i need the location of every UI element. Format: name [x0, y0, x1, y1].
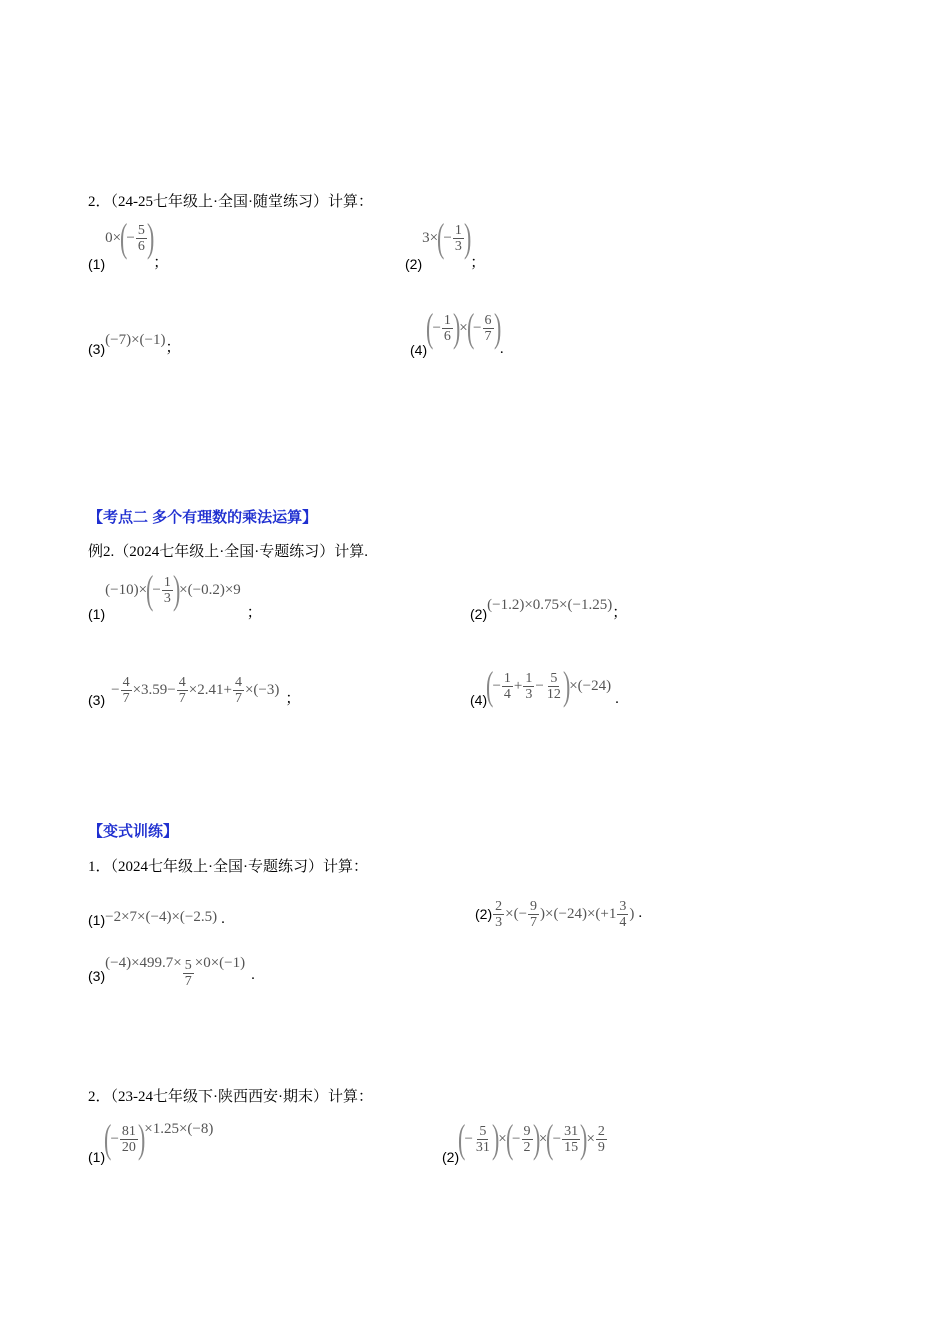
right-paren: ) — [463, 215, 472, 260]
fraction: $\frac{2}{9}$ — [597, 1123, 605, 1155]
end-punct: ； — [612, 605, 628, 621]
ex2-item-3 — [88, 662, 300, 708]
example-2-heading: 例2.（2024七年级上·全国·专题练习）计算. — [88, 544, 368, 560]
left-paren: ( — [458, 1116, 466, 1161]
fraction: $\frac{9}{7}$ — [530, 899, 538, 930]
math-expression: (−1.2)×0.75×(−1.25) — [487, 597, 613, 613]
math-expression: (−10)× ( − $\frac{1}{3}$ ) ×(−0.2)×9 — [105, 567, 241, 612]
item-label: (4) — [470, 692, 488, 708]
right-paren: ) — [562, 663, 571, 708]
ex2-item-4 — [470, 660, 619, 708]
fraction: $\frac{1}{3}$ — [454, 222, 462, 254]
fraction: $\frac{6}{7}$ — [484, 312, 492, 344]
q2-item-2 — [405, 215, 486, 272]
item-label: (1) — [88, 256, 106, 272]
left-paren: ( — [437, 215, 445, 260]
fraction: $\frac{1}{3}$ — [525, 670, 533, 702]
fraction: $\frac{9}{2}$ — [523, 1123, 531, 1155]
fraction: $\frac{4}{7}$ — [234, 675, 242, 706]
fraction: $\frac{5}{7}$ — [184, 958, 192, 989]
item-label: (2) — [475, 906, 493, 922]
fraction: $\frac{81}{20}$ — [121, 1123, 136, 1155]
item-label: (1) — [88, 606, 106, 622]
ex2-item-2 — [470, 592, 627, 622]
fraction: $\frac{1}{4}$ — [503, 670, 511, 702]
vq2-item-2 — [442, 1115, 608, 1165]
math-expression: − $\frac{4}{7}$ ×3.59− $\frac{4}{7}$ ×2.41+ $\frac{4}{7}$ ×(−3) — [111, 675, 280, 706]
item-label: (1) — [88, 912, 106, 928]
left-paren: ( — [466, 305, 475, 350]
math-expression: (−7)×(−1) — [105, 332, 166, 348]
math-expression: ( − $\frac{1}{4}$ + $\frac{1}{3}$ − $\frac{5}{12}$ ) ×(−24) — [486, 663, 612, 708]
math-expression: ( − $\frac{1}{6}$ ) × ( − $\frac{6}{7}$ ) — [426, 305, 501, 350]
fraction: $\frac{4}{7}$ — [178, 675, 186, 706]
fraction: $\frac{5}{12}$ — [546, 670, 561, 702]
section-title: 【考点二 多个有理数的乘法运算】 — [88, 509, 318, 526]
vq2-item-1 — [88, 1115, 213, 1165]
end-punct: . — [615, 691, 619, 707]
variant-title: 【变式训练】 — [88, 823, 179, 840]
question-2-heading: 2．（24-25七年级上·全国·随堂练习）计算： — [88, 194, 373, 210]
item-label: (1) — [88, 1149, 106, 1165]
left-paren: ( — [120, 215, 128, 260]
math-expression: 3× ( − $\frac{1}{3}$ ) — [422, 215, 472, 260]
variant-q2-heading: 2．（23-24七年级下·陕西西安·期末）计算： — [88, 1089, 373, 1105]
right-paren: ) — [491, 1116, 500, 1161]
left-paren: ( — [104, 1116, 112, 1161]
item-label: (2) — [470, 606, 488, 622]
q2-item-3 — [88, 325, 181, 357]
vq1-item-2 — [475, 884, 642, 930]
vq1-item-1 — [88, 898, 225, 928]
math-expression: ( − $\frac{81}{20}$ ) ×1.25×(−8) — [104, 1116, 214, 1161]
right-paren: ) — [137, 1116, 146, 1161]
end-punct: ； — [470, 255, 486, 271]
left-paren: ( — [546, 1116, 554, 1161]
end-punct: ； — [165, 340, 181, 356]
ex2-item-1 — [88, 567, 262, 622]
vq1-item-3 — [88, 946, 255, 992]
end-punct: ； — [246, 605, 262, 621]
q2-item-1 — [88, 215, 169, 272]
math-expression: $\frac{2}{3}$ ×(− $\frac{9}{7}$ )×(−24)×(+1 $\frac{3}{4}$ ) — [495, 899, 635, 930]
q2-item-4 — [410, 305, 504, 358]
item-label: (4) — [410, 342, 428, 358]
math-expression: ( − $\frac{5}{31}$ ) × ( − $\frac{9}{2}$ ) × ( − $\frac{31}{15}$ ) × $\frac{2}{9}$ — [458, 1116, 605, 1161]
right-paren: ) — [532, 1116, 540, 1161]
left-paren: ( — [146, 567, 154, 612]
math-expression: −2×7×(−4)×(−2.5) — [105, 909, 218, 925]
item-label: (3) — [88, 968, 106, 984]
right-paren: ) — [580, 1116, 588, 1161]
fraction: $\frac{5}{6}$ — [137, 222, 145, 254]
left-paren: ( — [486, 663, 494, 708]
fraction: $\frac{1}{6}$ — [443, 312, 451, 344]
fraction: $\frac{5}{31}$ — [475, 1123, 490, 1155]
fraction: $\frac{2}{3}$ — [495, 899, 503, 930]
right-paren: ) — [172, 567, 181, 612]
end-punct: . — [251, 967, 255, 983]
end-punct: . — [221, 911, 225, 927]
left-paren: ( — [426, 305, 434, 350]
item-label: (3) — [88, 692, 106, 708]
end-punct: . — [499, 341, 504, 357]
right-paren: ) — [452, 305, 461, 350]
right-paren: ) — [493, 305, 501, 350]
item-label: (2) — [405, 256, 423, 272]
variant-q1-heading: 1．（2024七年级上·全国·专题练习）计算： — [88, 859, 368, 875]
fraction: $\frac{1}{3}$ — [163, 574, 171, 606]
end-punct: ； — [153, 255, 169, 271]
math-expression: (−4)×499.7× $\frac{5}{7}$ ×0×(−1) — [105, 955, 246, 989]
fraction: $\frac{4}{7}$ — [122, 675, 130, 706]
item-label: (2) — [442, 1149, 460, 1165]
fraction: $\frac{31}{15}$ — [564, 1123, 579, 1155]
item-label: (3) — [88, 341, 106, 357]
end-punct: . — [638, 905, 643, 921]
math-expression: 0× ( − $\frac{5}{6}$ ) — [105, 215, 155, 260]
fraction: $\frac{3}{4}$ — [619, 899, 627, 930]
right-paren: ) — [146, 215, 155, 260]
left-paren: ( — [505, 1116, 514, 1161]
end-punct: ； — [285, 691, 301, 707]
